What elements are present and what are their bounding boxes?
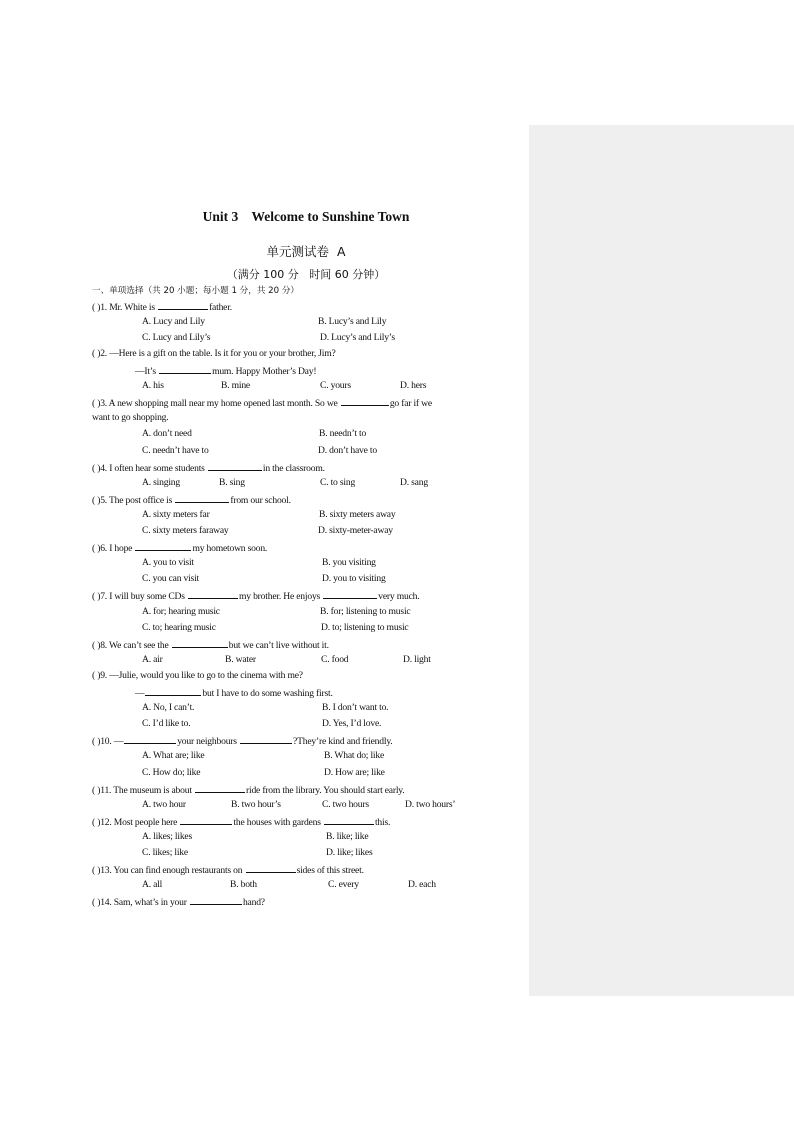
answer-blank — [188, 589, 238, 599]
option-a: A. two hour — [142, 799, 186, 810]
document-title: Unit 3 Welcome to Sunshine Town — [202, 209, 410, 224]
option-a: A. likes; likes — [142, 831, 193, 842]
question-text: 11. The museum is about — [100, 785, 194, 796]
option-d: D. each — [408, 879, 436, 890]
option-c: C. to; hearing music — [142, 622, 216, 633]
option-b: B. both — [230, 879, 257, 890]
question-text: 6. I hope — [100, 543, 135, 554]
answer-blank — [246, 863, 296, 873]
option-c: C. yours — [320, 380, 351, 391]
option-d: D. hers — [400, 380, 427, 391]
option-c: C. How do; like — [142, 767, 201, 778]
question-text-end: sides of this street. — [296, 865, 364, 876]
option-d: D. two hours’ — [405, 799, 456, 810]
answer-blank — [180, 815, 232, 825]
answer-paren: ( ) — [92, 348, 101, 359]
answer-blank — [145, 686, 201, 696]
question-text-end: father. — [209, 302, 232, 313]
answer-paren: ( ) — [92, 785, 101, 796]
option-a: A. singing — [142, 477, 180, 488]
question-11 — [92, 783, 404, 797]
answer-paren: ( ) — [92, 897, 101, 908]
option-a: A. Lucy and Lily — [142, 316, 205, 327]
option-d: D. like; likes — [326, 847, 373, 858]
question-text-end: ?They’re kind and friendly. — [293, 736, 393, 747]
option-d: D. light — [403, 654, 431, 665]
answer-blank — [240, 734, 292, 744]
answer-paren: ( ) — [92, 302, 101, 313]
question-text-end: this. — [374, 817, 391, 828]
question-6 — [92, 541, 267, 555]
option-a: A. for; hearing music — [142, 606, 220, 617]
option-a: A. his — [142, 380, 164, 391]
option-b: B. Lucy’s and Lily — [318, 316, 387, 327]
question-3 — [92, 396, 432, 410]
reply-text: — — [135, 688, 145, 699]
option-a: A. sixty meters far — [142, 509, 210, 520]
option-b: B. you visiting — [322, 557, 376, 568]
option-d: D. to; listening to music — [321, 622, 409, 633]
question-text-end: go far if we — [389, 398, 432, 409]
document-subtitle: 单元测试卷 A — [266, 244, 346, 259]
option-b: B. sixty meters away — [319, 509, 396, 520]
option-c: C. needn’t have to — [142, 445, 209, 456]
option-d: D. Lucy’s and Lily’s — [320, 332, 395, 343]
answer-paren: ( ) — [92, 670, 101, 681]
reply-text-end: but I have to do some washing first. — [202, 688, 333, 699]
question-text: 8. We can’t see the — [100, 640, 171, 651]
option-b: B. two hour’s — [231, 799, 281, 810]
question-text-end: from our school. — [230, 495, 291, 506]
option-c: C. sixty meters faraway — [142, 525, 229, 536]
answer-blank — [159, 364, 211, 374]
question-2-reply — [135, 364, 316, 378]
question-13 — [92, 863, 364, 877]
option-c: C. two hours — [322, 799, 369, 810]
question-text-end: but we can’t live without it. — [228, 640, 329, 651]
answer-blank — [158, 300, 208, 310]
option-a: A. you to visit — [142, 557, 194, 568]
question-5 — [92, 493, 291, 507]
question-2 — [92, 348, 336, 360]
option-c: C. you can visit — [142, 573, 200, 584]
answer-paren: ( ) — [92, 398, 101, 409]
answer-paren: ( ) — [92, 865, 101, 876]
option-b: B. needn’t to — [319, 428, 367, 439]
question-text: 14. Sam, what’s in your — [100, 897, 189, 908]
section-heading: 一、单项选择（共 20 小题；每小题 1 分，共 20 分） — [92, 286, 300, 296]
answer-blank — [124, 734, 176, 744]
question-text-end: in the classroom. — [262, 463, 325, 474]
option-d: D. don’t have to — [318, 445, 377, 456]
question-text: 4. I often hear some students — [100, 463, 207, 474]
answer-paren: ( ) — [92, 817, 101, 828]
question-text: 10. — — [100, 736, 124, 747]
answer-paren: ( ) — [92, 736, 101, 747]
answer-paren: ( ) — [92, 591, 101, 602]
question-text: 7. I will buy some CDs — [100, 591, 188, 602]
option-c: C. Lucy and Lily’s — [142, 332, 211, 343]
answer-blank — [195, 783, 245, 793]
option-b: B. What do; like — [324, 750, 385, 761]
question-text-mid: my brother. He enjoys — [239, 591, 323, 602]
option-b: B. water — [225, 654, 256, 665]
answer-blank — [135, 541, 191, 551]
option-a: A. all — [142, 879, 163, 890]
option-a: A. No, I can’t. — [142, 702, 195, 713]
option-c: C. likes; like — [142, 847, 188, 858]
option-b: B. for; listening to music — [320, 606, 411, 617]
question-9 — [92, 670, 303, 682]
question-14 — [92, 895, 265, 909]
question-text-end: hand? — [242, 897, 265, 908]
answer-blank — [324, 815, 374, 825]
question-text: 13. You can find enough restaurants on — [100, 865, 245, 876]
answer-paren: ( ) — [92, 463, 101, 474]
answer-paren: ( ) — [92, 543, 101, 554]
answer-paren: ( ) — [92, 640, 101, 651]
question-8 — [92, 638, 329, 652]
option-a: A. What are; like — [142, 750, 205, 761]
question-text: 1. Mr. White is — [100, 302, 158, 313]
question-text-mid: the houses with gardens — [233, 817, 323, 828]
option-d: D. Yes, I’d love. — [322, 718, 382, 729]
question-text-end: ride from the library. You should start early. — [246, 785, 405, 796]
question-10 — [92, 734, 393, 748]
question-7 — [92, 589, 419, 603]
question-1 — [92, 300, 232, 314]
option-d: D. sang — [400, 477, 428, 488]
answer-paren: ( ) — [92, 495, 101, 506]
option-c: C. food — [321, 654, 349, 665]
option-d: D. sixty-meter-away — [318, 525, 393, 536]
option-b: B. like; like — [326, 831, 369, 842]
option-b: B. I don’t want to. — [322, 702, 389, 713]
question-text: 3. A new shopping mall near my home opened last month. So we — [100, 398, 340, 409]
question-text-end: my hometown soon. — [192, 543, 268, 554]
option-b: B. sing — [219, 477, 245, 488]
question-text: 2. —Here is a gift on the table. Is it for you or your brother, Jim? — [100, 348, 336, 359]
reply-text: —It’s — [135, 366, 159, 377]
answer-blank — [323, 589, 377, 599]
question-4 — [92, 461, 325, 475]
answer-blank — [175, 493, 229, 503]
question-text: 9. —Julie, would you like to go to the cinema with me? — [100, 670, 303, 681]
option-a: A. don’t need — [142, 428, 192, 439]
answer-blank — [208, 461, 262, 471]
option-d: D. you to visiting — [322, 573, 386, 584]
question-text-mid: your neighbours — [177, 736, 240, 747]
question-text: 5. The post office is — [100, 495, 175, 506]
question-9-reply — [135, 686, 333, 700]
answer-blank — [190, 895, 242, 905]
option-c: C. to sing — [320, 477, 356, 488]
question-12 — [92, 815, 390, 829]
question-text: 12. Most people here — [100, 817, 180, 828]
option-a: A. air — [142, 654, 163, 665]
question-3-continued: want to go shopping. — [92, 412, 169, 423]
question-text-end: very much. — [378, 591, 420, 602]
reply-text-end: mum. Happy Mother’s Day! — [212, 366, 317, 377]
answer-blank — [172, 638, 228, 648]
answer-blank — [341, 396, 389, 406]
option-c: C. every — [328, 879, 359, 890]
score-time-info: （满分 100 分 时间 60 分钟） — [226, 268, 386, 281]
option-b: B. mine — [221, 380, 250, 391]
option-c: C. I’d like to. — [142, 718, 191, 729]
option-d: D. How are; like — [324, 767, 385, 778]
